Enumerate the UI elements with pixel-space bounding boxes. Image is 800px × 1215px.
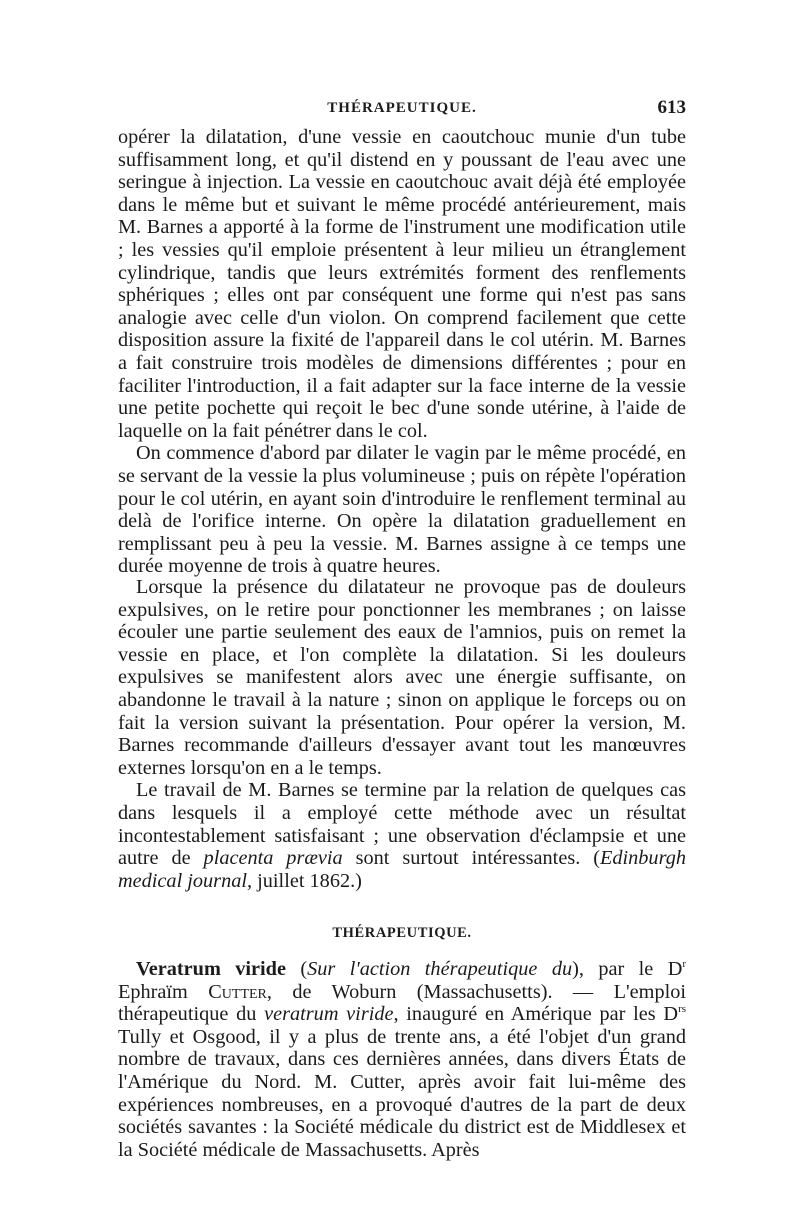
conclusion-text: Le travail de M. Barnes se termine par la relation de quelques cas dans lesquels il a employé cette méthode avec un résultat incontestablement satisfaisant ; une observation d'éclampsie et une autre de bbox=[118, 779, 686, 870]
subtitle-open: ( bbox=[285, 958, 308, 980]
placenta-praevia-term: placenta prævia bbox=[203, 847, 343, 870]
paragraph-expulsion: Lorsque la présence du dilatateur ne provoque pas de douleurs expulsives, on le retire pour ponctionner les membranes ; on laisse écouler une partie seulement des eaux de l'amnios, puis on remet la vessie en place, et l'on complète la dilatation. Si les douleurs expulsives se manifestent alors avec une énergie suffisante, on abandonne le travail à la nature ; sinon on applique le forceps ou on fait la version suivant la présentation. Pour opérer la version, M. Barnes recommande d'ailleurs d'essayer avant tout les manœuvres externes lorsqu'on en a le temps. bbox=[118, 576, 686, 779]
page-number: 613 bbox=[657, 97, 686, 118]
body-text-upper bbox=[118, 126, 686, 578]
paragraph-conclusion bbox=[118, 779, 686, 892]
doctors-superscript: rs bbox=[678, 1003, 687, 1016]
article-text-a: , de Woburn (Massachusetts). — L'emploi thérapeutique du bbox=[118, 980, 686, 1026]
paragraph-procedure: On commence d'abord par dilater le vagin par le même procédé, en se servant de la vessie la plus volumineuse ; puis on répète l'opération pour le col utérin, en ayant soin d'introduire le renflement terminal au delà de l'orifice interne. On opère la dilatation graduellement en remplissant peu à peu la vessie. M. Barnes assigne à ce temps une durée moyenne de trois à quatre heures. bbox=[118, 442, 686, 578]
page-header bbox=[118, 96, 686, 126]
body-text-middle bbox=[118, 576, 686, 892]
article-text-b: , inauguré en Amérique par les D bbox=[393, 1003, 679, 1026]
article-veratrum bbox=[118, 958, 686, 1161]
article-text-c: Tully et Osgood, il y a plus de trente ans, a été l'objet d'un grand nombre de travaux, dans ces dernières années, dans divers États de l'Amérique du Nord. M. Cutter, après avoir fait lui-même des expériences nombreuses, en a provoqué d'autres de la part de deux sociétés savantes : la Société médicale du district est de Middlesex et la Société médicale de Massachusetts. Après bbox=[118, 1025, 686, 1161]
section-title: THÉRAPEUTIQUE. bbox=[332, 925, 472, 941]
article-paragraph bbox=[118, 958, 686, 1161]
article-subtitle: Sur l'action thérapeutique du bbox=[307, 958, 573, 980]
paragraph-dilatation-device: opérer la dilatation, d'une vessie en caoutchouc munie d'un tube suffisamment long, et qu'il distend en y poussant de l'eau avec une seringue à injection. La vessie en caoutchouc avait déjà été employée dans le même but et suivant le même procédé antérieurement, mais M. Barnes a apporté à la forme de l'instrument une modification utile ; les vessies qu'il emploie présentent à leur milieu un étranglement cylindrique, tandis que leurs extrémités forment des renflements sphériques ; elles ont par conséquent une forme qui n'est pas sans analogie avec celle d'un violon. On comprend facilement que cette disposition assure la fixité de l'appareil dans le col utérin. M. Barnes a fait construire trois modèles de dimensions différentes ; pour en faciliter l'introduction, il a fait adapter sur la face interne de la vessie une petite pochette qui reçoit le bec d'une sonde utérine, à l'aide de laquelle on la fait pénétrer dans le col. bbox=[118, 126, 686, 442]
author-last-name: Cutter bbox=[208, 980, 267, 1003]
author-first-name: Ephraïm bbox=[118, 980, 209, 1003]
source-journal: Edinburgh medical journal, bbox=[118, 847, 686, 892]
doctor-superscript: r bbox=[682, 958, 687, 971]
source-date: juillet 1862.) bbox=[252, 869, 362, 892]
running-title: THÉRAPEUTIQUE. bbox=[327, 100, 477, 116]
subtitle-close: ), par le D bbox=[572, 958, 683, 980]
drug-name: veratrum viride bbox=[264, 1003, 394, 1026]
conclusion-middle: sont surtout intéressantes. ( bbox=[342, 847, 600, 870]
article-headword: Veratrum viride bbox=[136, 958, 286, 980]
